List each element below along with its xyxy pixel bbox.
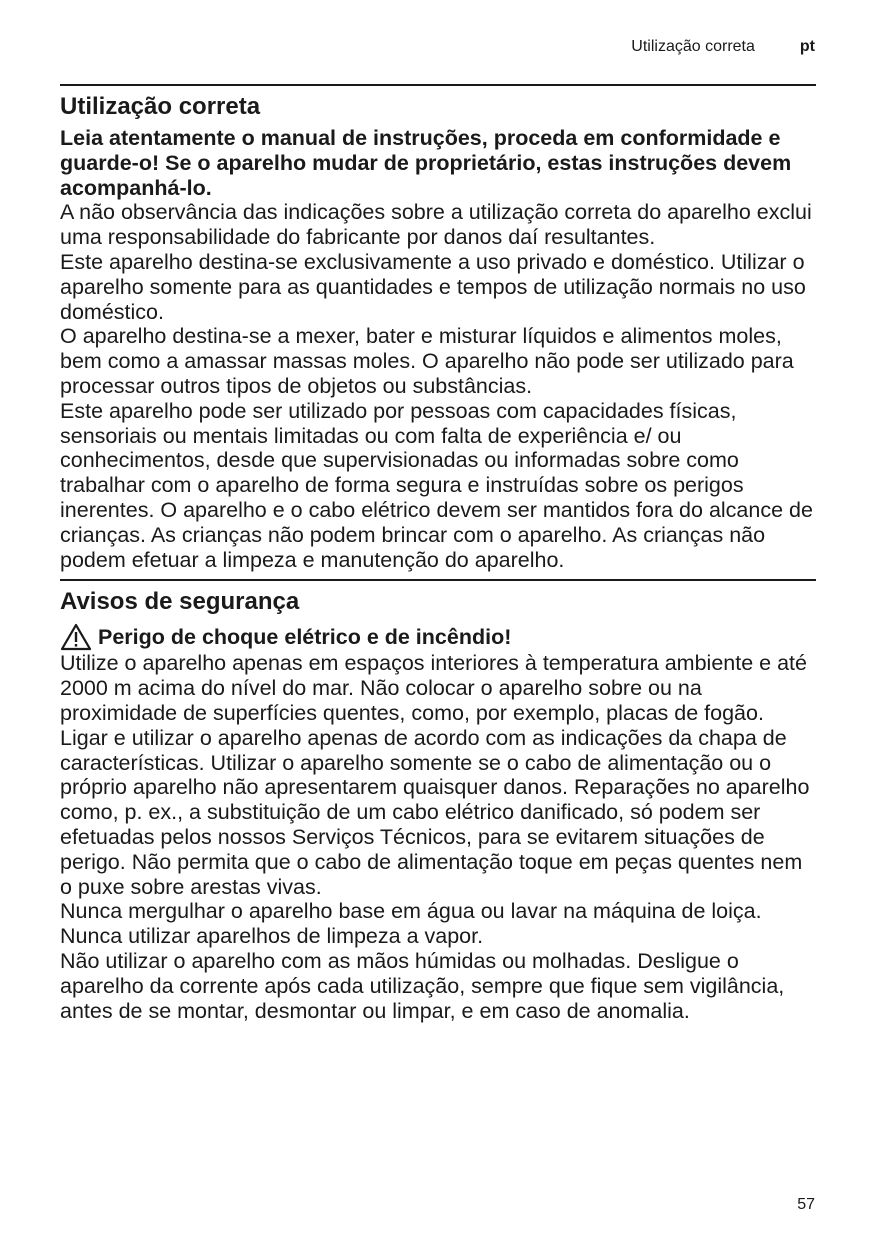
warning-heading [60,623,816,651]
running-header [631,38,815,56]
body-paragraph: Este aparelho destina-se exclusivamente a uso privado e doméstico. Utilizar o aparelho somente para as quantidades e tempos de utilização normais no uso doméstico. [60,249,806,324]
page-content [60,84,816,1023]
section-divider [60,84,816,86]
body-paragraph: O aparelho destina-se a mexer, bater e misturar líquidos e alimentos moles, bem como a amassar massas moles. O aparelho não pode ser utilizado para processar outros tipos de objetos ou substâncias. [60,324,794,398]
section-divider [60,579,816,581]
section-safety-warnings [60,587,816,1023]
warning-heading-text: Perigo de choque elétrico e de incêndio! [98,625,512,650]
body-paragraph: Utilize o aparelho apenas em espaços interiores à temperatura ambiente e até 2000 m acima do nível do mar. Não colocar o aparelho sobre ou na proximidade de superfícies quentes, como, por exemplo, placas de fogão. [60,651,807,725]
body-paragraph: A não observância das indicações sobre a utilização correta do aparelho exclui uma responsabilidade do fabricante por danos daí resultantes. [60,200,812,250]
body-paragraph: Este aparelho pode ser utilizado por pessoas com capacidades físicas, sensoriais ou mentais limitadas ou com falta de experiência e/ ou conhecimentos, desde que supervisionadas ou informadas sobre como trabalhar com o aparelho de forma segura e instruídas sobre os perigos inerentes. O aparelho e o cabo elétrico devem ser mantidos fora do alcance de crianças. As crianças não podem brincar com o aparelho. As crianças não podem efetuar a limpeza e manutenção do aparelho. [60,398,813,572]
section-title-safety: Avisos de segurança [60,588,300,616]
running-header-title: Utilização correta [631,38,755,55]
section-title-correct-use: Utilização correta [60,93,261,120]
warning-triangle-icon [60,623,92,651]
body-paragraph: Ligar e utilizar o aparelho apenas de acordo com as indicações da chapa de características. Utilizar o aparelho somente se o cabo de alimentação ou o próprio aparelho não apresentarem quaisquer danos. Reparações no aparelho como, p. ex., a substituição de um cabo elétrico danificado, só podem ser efetuadas pelos nossos Serviços Técnicos, para se evitarem situações de perigo. Não permita que o cabo de alimentação toque em peças quentes nem o puxe sobre arestas vivas. [60,725,810,899]
section-correct-use [60,92,816,572]
page-number: 57 [797,1196,815,1213]
body-paragraph: Nunca mergulhar o aparelho base em água ou lavar na máquina de loiça. Nunca utilizar aparelhos de limpeza a vapor. [60,899,762,949]
body-paragraph: Não utilizar o aparelho com as mãos húmidas ou molhadas. Desligue o aparelho da corrente após cada utilização, sempre que fique sem vigilância, antes de se montar, desmontar ou limpar, e em caso de anomalia. [60,948,785,1023]
lead-paragraph: Leia atentamente o manual de instruções, proceda em conformidade e guarde-o! Se o aparelho mudar de proprietário, estas instruções devem acompanhá-lo. [60,126,792,200]
language-code: pt [799,38,815,55]
